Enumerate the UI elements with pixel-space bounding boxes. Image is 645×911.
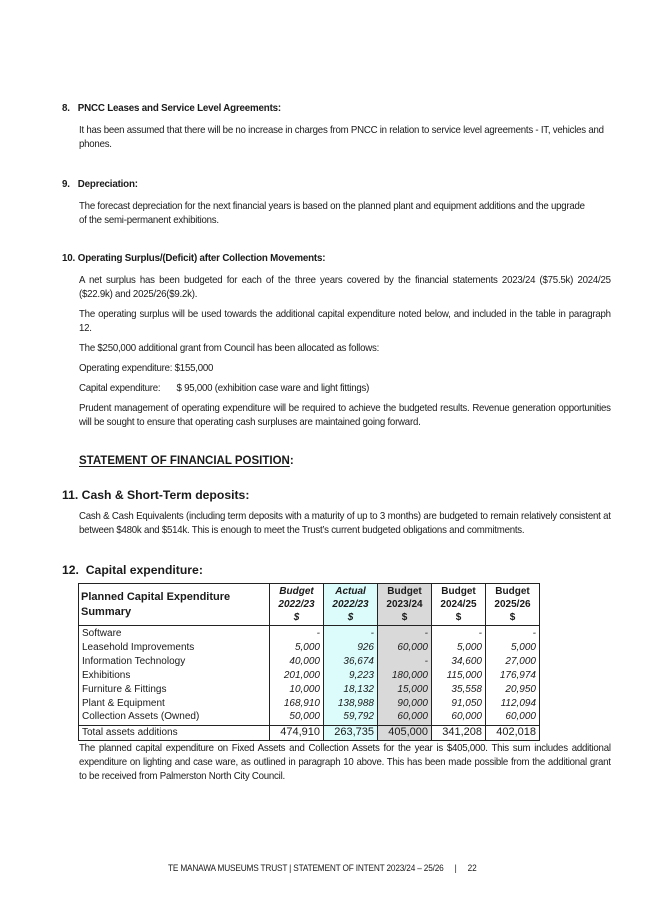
cell: 60,000 <box>378 641 432 655</box>
col-unit: $ <box>293 612 300 623</box>
cell: - <box>378 655 432 669</box>
row-label: Information Technology <box>79 655 270 669</box>
col-unit: $ <box>455 612 462 623</box>
sofp-colon: : <box>289 455 294 467</box>
page-number: 22 <box>467 863 477 873</box>
table-row <box>79 669 540 683</box>
section-10-paragraph-5: Prudent management of operating expenditure will be required to achieve the budgeted results. Revenue generation opportunities will be sought to ensure that operating cash surpluses are maintained going forward. <box>79 402 611 428</box>
table-row <box>79 697 540 711</box>
cell: - <box>324 626 378 641</box>
row-label: Leasehold Improvements <box>79 641 270 655</box>
cell: 18,132 <box>324 683 378 697</box>
table-row <box>79 683 540 697</box>
cell: 180,000 <box>378 669 432 683</box>
cell: 60,000 <box>486 710 540 725</box>
cell: 5,000 <box>432 641 486 655</box>
section-10-paragraph-1: A net surplus has been budgeted for each of the three years covered by the financial statements 2023/24 ($75.5k) 2024/25 ($22.9k) and 2025/26($9.2k). <box>79 274 611 300</box>
cell: - <box>270 626 324 641</box>
col-year: 2024/25 <box>440 599 477 610</box>
cell: 201,000 <box>270 669 324 683</box>
section-10-paragraph-2: The operating surplus will be used towards the additional capital expenditure noted below, and included in the table in paragraph 12. <box>79 308 611 334</box>
section-number: 9. <box>62 178 70 190</box>
col-unit: $ <box>401 612 408 623</box>
total-cell: 402,018 <box>486 726 540 741</box>
cell: 90,000 <box>378 697 432 711</box>
capital-expenditure-table <box>78 583 540 741</box>
row-label: Plant & Equipment <box>79 697 270 711</box>
section-12-heading <box>62 563 203 577</box>
capital-value: $ 95,000 (exhibition case ware and light fittings) <box>176 382 370 394</box>
cell: 176,974 <box>486 669 540 683</box>
footer-separator: | <box>454 863 457 873</box>
row-label: Exhibitions <box>79 669 270 683</box>
cell: - <box>486 626 540 641</box>
col-year: 2022/23 <box>332 599 369 610</box>
section-8-paragraph: It has been assumed that there will be no increase in charges from PNCC in relation to service level agreements - IT, vehicles and phones. <box>79 124 604 150</box>
col-label: Budget <box>495 586 530 597</box>
column-header-budget-2022-23 <box>270 584 324 626</box>
section-10-paragraph-4: Operating expenditure: $155,000 <box>79 362 214 374</box>
total-label: Total assets additions <box>79 726 270 741</box>
section-title: PNCC Leases and Service Level Agreements: <box>77 102 281 114</box>
section-8-heading <box>62 102 281 114</box>
section-12-paragraph: The planned capital expenditure on Fixed Assets and Collection Assets for the year is $405,000. This sum includes additional expenditure on lighting and case ware, as outlined in paragraph 10 above. This has been made possible from the additional grant to be received from Palmerston North City Council. <box>79 742 611 782</box>
page-footer <box>168 863 477 873</box>
col-label: Budget <box>387 586 422 597</box>
cell: 20,950 <box>486 683 540 697</box>
row-label: Furniture & Fittings <box>79 683 270 697</box>
cell: 112,094 <box>486 697 540 711</box>
cell: 15,000 <box>378 683 432 697</box>
section-number: 11. <box>62 488 79 502</box>
cell: 926 <box>324 641 378 655</box>
col-year: 2023/24 <box>386 599 423 610</box>
total-cell: 405,000 <box>378 726 432 741</box>
col-label: Budget <box>279 586 314 597</box>
cell: 138,988 <box>324 697 378 711</box>
table-title: Planned Capital Expenditure Summary <box>79 584 270 626</box>
section-10-heading <box>62 252 325 264</box>
section-title: Operating Surplus/(Deficit) after Collection Movements: <box>77 252 326 264</box>
section-title: Capital expenditure: <box>85 563 203 577</box>
row-label: Software <box>79 626 270 641</box>
cell: - <box>378 626 432 641</box>
section-title: Depreciation: <box>77 178 138 190</box>
section-11-heading <box>62 488 249 502</box>
capital-label: Capital expenditure: <box>79 382 161 394</box>
table-total-row <box>79 726 540 741</box>
column-header-budget-2024-25 <box>432 584 486 626</box>
cell: 40,000 <box>270 655 324 669</box>
section-number: 10. <box>62 252 76 264</box>
table-row <box>79 710 540 725</box>
table-row <box>79 626 540 641</box>
column-header-actual-2022-23 <box>324 584 378 626</box>
section-11-paragraph: Cash & Cash Equivalents (including term deposits with a maturity of up to 3 months) are budgeted to remain relatively consistent at between $480k and $514k. This is enough to meet the Trust’s current budgeted obligations and commitments. <box>79 510 611 536</box>
cell: 9,223 <box>324 669 378 683</box>
cell: 50,000 <box>270 710 324 725</box>
cell: 27,000 <box>486 655 540 669</box>
cell: 34,600 <box>432 655 486 669</box>
statement-of-financial-position-heading <box>79 455 294 467</box>
cell: 10,000 <box>270 683 324 697</box>
col-label: Budget <box>441 586 476 597</box>
section-10-paragraph-3: The $250,000 additional grant from Council has been allocated as follows: <box>79 342 380 354</box>
cell: 5,000 <box>486 641 540 655</box>
cell: 60,000 <box>378 710 432 725</box>
col-year: 2025/26 <box>494 599 531 610</box>
total-cell: 341,208 <box>432 726 486 741</box>
col-unit: $ <box>347 612 354 623</box>
section-number: 8. <box>62 102 70 114</box>
footer-text: TE MANAWA MUSEUMS TRUST | STATEMENT OF INTENT 2023/24 – 25/26 <box>168 863 444 873</box>
column-header-budget-2025-26 <box>486 584 540 626</box>
column-header-budget-2023-24 <box>378 584 432 626</box>
section-9-paragraph: The forecast depreciation for the next financial years is based on the planned plant and equipment additions and the upgrade of the semi-permanent exhibitions. <box>79 200 585 226</box>
cell: 35,558 <box>432 683 486 697</box>
section-9-heading <box>62 178 138 190</box>
row-label: Collection Assets (Owned) <box>79 710 270 725</box>
cell: 168,910 <box>270 697 324 711</box>
cell: 5,000 <box>270 641 324 655</box>
section-10-capital-line <box>79 381 611 395</box>
cell: - <box>432 626 486 641</box>
col-unit: $ <box>509 612 516 623</box>
table-row <box>79 655 540 669</box>
table-header-row <box>79 584 540 626</box>
table-row <box>79 641 540 655</box>
total-cell: 474,910 <box>270 726 324 741</box>
total-cell: 263,735 <box>324 726 378 741</box>
cell: 59,792 <box>324 710 378 725</box>
cell: 91,050 <box>432 697 486 711</box>
cell: 115,000 <box>432 669 486 683</box>
cell: 60,000 <box>432 710 486 725</box>
section-title: Cash & Short-Term deposits: <box>81 488 250 502</box>
col-year: 2022/23 <box>278 599 315 610</box>
sofp-heading-text: STATEMENT OF FINANCIAL POSITION <box>79 455 290 467</box>
section-number: 12. <box>62 563 79 577</box>
col-label: Actual <box>335 586 366 597</box>
cell: 36,674 <box>324 655 378 669</box>
